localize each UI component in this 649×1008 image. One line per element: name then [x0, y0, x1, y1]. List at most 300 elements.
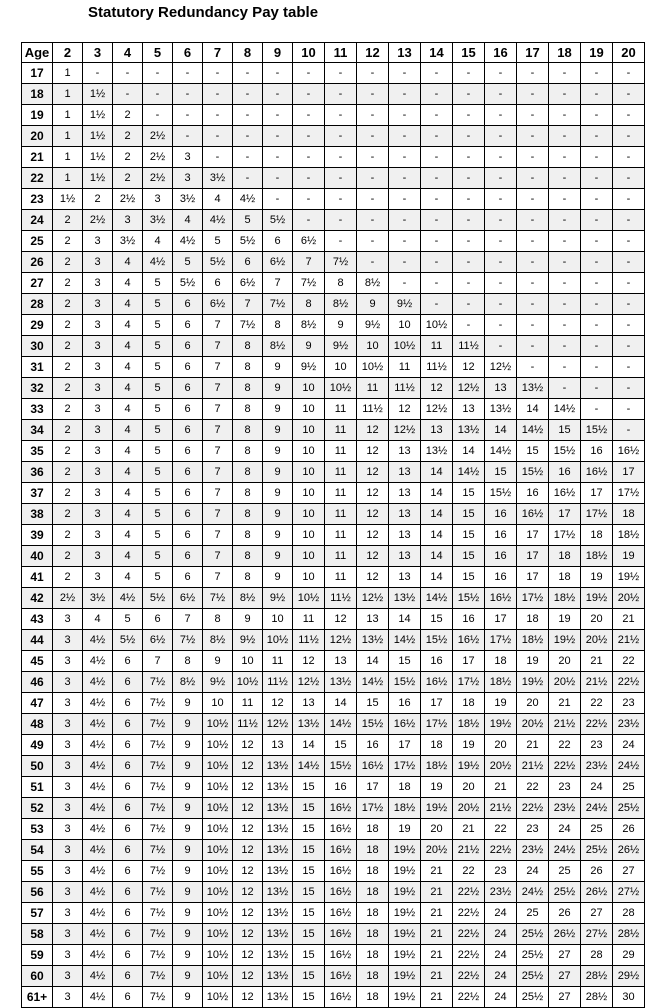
table-body: [22, 63, 645, 1008]
table-row: [22, 504, 645, 525]
pay-cell: -: [203, 84, 233, 105]
pay-cell: 13½: [263, 924, 293, 945]
pay-cell: 6½: [173, 588, 203, 609]
pay-cell: 3: [83, 567, 113, 588]
header-years-17: 17: [517, 43, 549, 63]
pay-cell: 15½: [581, 420, 613, 441]
pay-cell: 16: [357, 735, 389, 756]
pay-cell: 16½: [325, 945, 357, 966]
pay-cell: 3: [173, 168, 203, 189]
pay-cell: 12½: [389, 420, 421, 441]
pay-cell: -: [453, 84, 485, 105]
pay-cell: 2½: [143, 147, 173, 168]
pay-cell: -: [389, 252, 421, 273]
pay-cell: -: [389, 231, 421, 252]
pay-cell: 3: [83, 462, 113, 483]
header-years-14: 14: [421, 43, 453, 63]
pay-cell: 10: [325, 357, 357, 378]
pay-cell: 15½: [485, 483, 517, 504]
pay-cell: 3: [83, 294, 113, 315]
pay-cell: 19½: [549, 630, 581, 651]
pay-cell: -: [581, 189, 613, 210]
header-years-5: 5: [143, 43, 173, 63]
pay-cell: 4½: [203, 210, 233, 231]
table-row: [22, 567, 645, 588]
pay-cell: 24: [485, 924, 517, 945]
pay-cell: 8: [203, 609, 233, 630]
pay-cell: 10½: [203, 714, 233, 735]
row-age: 55: [22, 861, 53, 882]
pay-cell: 18: [421, 735, 453, 756]
pay-cell: 12: [325, 609, 357, 630]
pay-cell: -: [113, 84, 143, 105]
pay-cell: 12: [233, 861, 263, 882]
pay-cell: 7½: [143, 861, 173, 882]
pay-cell: -: [485, 252, 517, 273]
pay-cell: 24½: [613, 756, 645, 777]
pay-cell: 11½: [357, 399, 389, 420]
pay-cell: 6: [113, 903, 143, 924]
pay-cell: 19½: [389, 966, 421, 987]
pay-cell: 1½: [83, 126, 113, 147]
pay-cell: 3: [53, 693, 83, 714]
table-row: [22, 693, 645, 714]
pay-cell: 16½: [485, 588, 517, 609]
pay-cell: 19: [485, 693, 517, 714]
pay-cell: 7½: [143, 903, 173, 924]
pay-cell: 12: [233, 819, 263, 840]
pay-cell: 21: [581, 651, 613, 672]
pay-cell: 5: [143, 336, 173, 357]
pay-cell: 10½: [293, 588, 325, 609]
pay-cell: 22½: [453, 903, 485, 924]
pay-cell: 19½: [581, 588, 613, 609]
pay-cell: -: [613, 420, 645, 441]
table-row: [22, 231, 645, 252]
pay-cell: 18½: [453, 714, 485, 735]
pay-cell: 19½: [389, 903, 421, 924]
pay-cell: -: [293, 210, 325, 231]
row-age: 26: [22, 252, 53, 273]
pay-cell: -: [549, 315, 581, 336]
pay-cell: 10½: [203, 819, 233, 840]
pay-cell: 10: [293, 504, 325, 525]
row-age: 17: [22, 63, 53, 84]
pay-cell: 14½: [293, 756, 325, 777]
pay-cell: 15½: [357, 714, 389, 735]
pay-cell: -: [293, 84, 325, 105]
pay-cell: 11: [263, 651, 293, 672]
pay-cell: 26: [613, 819, 645, 840]
pay-cell: 2: [53, 294, 83, 315]
pay-cell: -: [173, 126, 203, 147]
pay-cell: 19½: [485, 714, 517, 735]
pay-cell: 7: [203, 315, 233, 336]
row-age: 18: [22, 84, 53, 105]
pay-cell: 27: [549, 987, 581, 1008]
pay-cell: 16: [549, 462, 581, 483]
pay-cell: 7½: [143, 777, 173, 798]
table-row: [22, 63, 645, 84]
pay-cell: 12: [233, 735, 263, 756]
pay-cell: 6: [113, 735, 143, 756]
pay-cell: 2: [53, 357, 83, 378]
pay-cell: -: [203, 147, 233, 168]
pay-cell: 25½: [517, 987, 549, 1008]
header-years-2: 2: [53, 43, 83, 63]
pay-cell: -: [325, 210, 357, 231]
pay-cell: -: [517, 105, 549, 126]
pay-cell: -: [549, 231, 581, 252]
pay-cell: 9: [263, 462, 293, 483]
pay-cell: 5: [143, 273, 173, 294]
pay-cell: 21: [421, 987, 453, 1008]
pay-cell: 3: [83, 315, 113, 336]
pay-cell: -: [613, 252, 645, 273]
pay-cell: 17: [517, 567, 549, 588]
table-row: [22, 483, 645, 504]
pay-cell: -: [293, 147, 325, 168]
pay-cell: 15½: [549, 441, 581, 462]
pay-cell: 9: [263, 420, 293, 441]
pay-cell: 16½: [517, 504, 549, 525]
pay-cell: 3: [83, 441, 113, 462]
pay-cell: 15½: [517, 462, 549, 483]
pay-cell: -: [233, 84, 263, 105]
pay-cell: 12: [233, 777, 263, 798]
pay-cell: -: [613, 84, 645, 105]
pay-cell: 9: [293, 336, 325, 357]
pay-cell: 15: [421, 609, 453, 630]
pay-cell: -: [83, 63, 113, 84]
pay-cell: -: [389, 189, 421, 210]
pay-cell: 22½: [485, 840, 517, 861]
header-years-10: 10: [293, 43, 325, 63]
pay-cell: 10: [293, 378, 325, 399]
table-row: [22, 882, 645, 903]
table-row: [22, 315, 645, 336]
pay-cell: 5: [143, 357, 173, 378]
row-age: 37: [22, 483, 53, 504]
pay-cell: -: [517, 357, 549, 378]
pay-cell: 20½: [485, 756, 517, 777]
pay-cell: -: [581, 315, 613, 336]
pay-cell: 3: [83, 399, 113, 420]
pay-cell: 19½: [389, 945, 421, 966]
pay-cell: -: [357, 168, 389, 189]
pay-cell: 24: [613, 735, 645, 756]
pay-cell: 23: [613, 693, 645, 714]
pay-cell: 9: [173, 861, 203, 882]
pay-cell: 19½: [389, 861, 421, 882]
pay-cell: 7½: [263, 294, 293, 315]
pay-cell: 3: [53, 882, 83, 903]
pay-cell: 7: [203, 399, 233, 420]
pay-cell: -: [549, 294, 581, 315]
pay-cell: 2: [53, 504, 83, 525]
pay-cell: 13: [389, 441, 421, 462]
table-row: [22, 735, 645, 756]
header-years-12: 12: [357, 43, 389, 63]
pay-cell: 7½: [143, 714, 173, 735]
pay-cell: 21½: [485, 798, 517, 819]
pay-cell: -: [485, 105, 517, 126]
pay-cell: 13½: [325, 672, 357, 693]
table-row: [22, 609, 645, 630]
pay-cell: -: [549, 126, 581, 147]
row-age: 54: [22, 840, 53, 861]
pay-cell: 18: [357, 819, 389, 840]
pay-cell: 1: [53, 84, 83, 105]
pay-cell: -: [293, 105, 325, 126]
pay-cell: 2: [53, 420, 83, 441]
pay-cell: -: [581, 336, 613, 357]
pay-cell: 18: [485, 651, 517, 672]
pay-cell: 4½: [83, 714, 113, 735]
row-age: 31: [22, 357, 53, 378]
pay-cell: 14: [389, 609, 421, 630]
pay-cell: 24: [549, 819, 581, 840]
pay-cell: 11: [325, 441, 357, 462]
pay-cell: -: [203, 63, 233, 84]
pay-cell: 4: [113, 378, 143, 399]
pay-cell: 17: [517, 525, 549, 546]
pay-cell: 20: [549, 651, 581, 672]
pay-cell: -: [325, 105, 357, 126]
pay-cell: 7½: [143, 840, 173, 861]
pay-cell: -: [581, 273, 613, 294]
pay-cell: 16½: [549, 483, 581, 504]
pay-cell: 2: [53, 252, 83, 273]
pay-cell: -: [581, 294, 613, 315]
pay-cell: 14½: [549, 399, 581, 420]
pay-cell: 4½: [83, 966, 113, 987]
pay-cell: -: [613, 357, 645, 378]
pay-cell: 18: [613, 504, 645, 525]
pay-cell: 22: [581, 693, 613, 714]
row-age: 24: [22, 210, 53, 231]
row-age: 59: [22, 945, 53, 966]
pay-cell: 1½: [83, 105, 113, 126]
table-row: [22, 861, 645, 882]
pay-cell: 19: [613, 546, 645, 567]
pay-cell: -: [517, 210, 549, 231]
table-row: [22, 840, 645, 861]
pay-cell: 22: [485, 819, 517, 840]
header-years-13: 13: [389, 43, 421, 63]
pay-cell: 16½: [325, 924, 357, 945]
pay-cell: 3: [53, 861, 83, 882]
pay-cell: 25½: [581, 840, 613, 861]
pay-cell: 13½: [263, 861, 293, 882]
row-age: 19: [22, 105, 53, 126]
pay-cell: 2: [53, 210, 83, 231]
row-age: 57: [22, 903, 53, 924]
pay-cell: 1½: [83, 84, 113, 105]
pay-cell: 4½: [83, 672, 113, 693]
pay-cell: 15½: [421, 630, 453, 651]
pay-cell: 7½: [173, 630, 203, 651]
pay-cell: 6½: [233, 273, 263, 294]
pay-cell: 5½: [173, 273, 203, 294]
pay-cell: 17½: [357, 798, 389, 819]
pay-cell: -: [613, 294, 645, 315]
row-age: 33: [22, 399, 53, 420]
pay-cell: 6: [173, 546, 203, 567]
pay-cell: 22½: [453, 945, 485, 966]
table-row: [22, 777, 645, 798]
pay-cell: 4½: [83, 945, 113, 966]
pay-cell: 21½: [453, 840, 485, 861]
pay-cell: 28: [613, 903, 645, 924]
pay-cell: 17½: [517, 588, 549, 609]
pay-cell: 7: [203, 567, 233, 588]
pay-cell: -: [357, 105, 389, 126]
table-row: [22, 588, 645, 609]
pay-cell: 2: [53, 462, 83, 483]
pay-cell: -: [389, 63, 421, 84]
pay-cell: -: [581, 126, 613, 147]
pay-cell: -: [421, 210, 453, 231]
pay-cell: 3: [53, 609, 83, 630]
pay-cell: 27: [549, 945, 581, 966]
table-row: [22, 357, 645, 378]
pay-cell: 9: [263, 567, 293, 588]
pay-cell: 13: [389, 546, 421, 567]
pay-cell: 8: [233, 336, 263, 357]
pay-cell: 21: [421, 924, 453, 945]
table-row: [22, 903, 645, 924]
pay-cell: 15: [293, 945, 325, 966]
pay-cell: 5: [173, 252, 203, 273]
pay-cell: 25½: [517, 966, 549, 987]
pay-cell: 11: [421, 336, 453, 357]
pay-cell: 3: [53, 714, 83, 735]
pay-cell: -: [485, 147, 517, 168]
pay-cell: 11: [325, 525, 357, 546]
table-row: [22, 399, 645, 420]
pay-cell: -: [203, 126, 233, 147]
pay-cell: 18: [389, 777, 421, 798]
pay-cell: -: [517, 252, 549, 273]
pay-cell: 7½: [143, 966, 173, 987]
pay-cell: 3½: [113, 231, 143, 252]
pay-cell: 15: [325, 735, 357, 756]
row-age: 56: [22, 882, 53, 903]
pay-cell: 18½: [549, 588, 581, 609]
pay-cell: 10½: [203, 945, 233, 966]
pay-cell: -: [549, 378, 581, 399]
pay-cell: 21½: [581, 672, 613, 693]
pay-cell: 5: [143, 399, 173, 420]
pay-cell: 2: [113, 168, 143, 189]
table-row: [22, 651, 645, 672]
pay-cell: 19: [421, 777, 453, 798]
pay-cell: 4½: [83, 924, 113, 945]
pay-cell: 18½: [613, 525, 645, 546]
pay-cell: 15: [549, 420, 581, 441]
pay-cell: 17½: [549, 525, 581, 546]
row-age: 29: [22, 315, 53, 336]
pay-cell: 4: [113, 399, 143, 420]
pay-cell: 5: [233, 210, 263, 231]
pay-cell: 13½: [263, 945, 293, 966]
pay-cell: 6: [113, 819, 143, 840]
pay-cell: -: [549, 105, 581, 126]
pay-cell: 3: [83, 273, 113, 294]
pay-cell: 12: [233, 798, 263, 819]
pay-cell: -: [485, 210, 517, 231]
pay-cell: 9½: [357, 315, 389, 336]
pay-cell: 20: [485, 735, 517, 756]
pay-cell: 29½: [613, 966, 645, 987]
pay-cell: 15: [293, 840, 325, 861]
pay-cell: 21½: [517, 756, 549, 777]
pay-cell: 10½: [203, 840, 233, 861]
pay-cell: -: [143, 105, 173, 126]
pay-cell: -: [549, 84, 581, 105]
pay-cell: -: [517, 168, 549, 189]
pay-cell: 20½: [613, 588, 645, 609]
pay-cell: 13: [325, 651, 357, 672]
pay-cell: 5: [143, 378, 173, 399]
pay-cell: 4½: [83, 630, 113, 651]
pay-cell: 6½: [203, 294, 233, 315]
pay-cell: 11: [325, 567, 357, 588]
pay-cell: 8: [233, 462, 263, 483]
pay-cell: 18½: [421, 756, 453, 777]
pay-cell: 15: [293, 924, 325, 945]
row-age: 32: [22, 378, 53, 399]
pay-cell: 22: [517, 777, 549, 798]
pay-cell: -: [263, 147, 293, 168]
pay-cell: 19½: [389, 882, 421, 903]
pay-cell: 5: [143, 483, 173, 504]
pay-cell: 10½: [203, 861, 233, 882]
pay-cell: 9: [263, 378, 293, 399]
row-age: 40: [22, 546, 53, 567]
row-age: 38: [22, 504, 53, 525]
pay-cell: -: [613, 273, 645, 294]
pay-cell: 6: [113, 840, 143, 861]
pay-cell: 3: [83, 252, 113, 273]
pay-cell: 4½: [83, 840, 113, 861]
pay-cell: -: [581, 147, 613, 168]
row-age: 43: [22, 609, 53, 630]
pay-cell: 2: [113, 105, 143, 126]
pay-cell: 24: [485, 987, 517, 1008]
pay-cell: 15: [453, 525, 485, 546]
pay-cell: 4½: [83, 756, 113, 777]
header-years-15: 15: [453, 43, 485, 63]
pay-cell: -: [389, 105, 421, 126]
pay-cell: 7½: [143, 945, 173, 966]
pay-cell: 13½: [263, 987, 293, 1008]
pay-cell: 9: [325, 315, 357, 336]
pay-cell: 3: [83, 420, 113, 441]
pay-cell: -: [263, 126, 293, 147]
pay-cell: 13: [293, 693, 325, 714]
pay-cell: 3: [83, 357, 113, 378]
pay-cell: 9: [173, 798, 203, 819]
pay-cell: 16: [325, 777, 357, 798]
pay-cell: -: [325, 126, 357, 147]
pay-cell: -: [485, 168, 517, 189]
pay-cell: 20: [517, 693, 549, 714]
pay-cell: 23: [549, 777, 581, 798]
pay-cell: 9: [173, 819, 203, 840]
table-row: [22, 672, 645, 693]
